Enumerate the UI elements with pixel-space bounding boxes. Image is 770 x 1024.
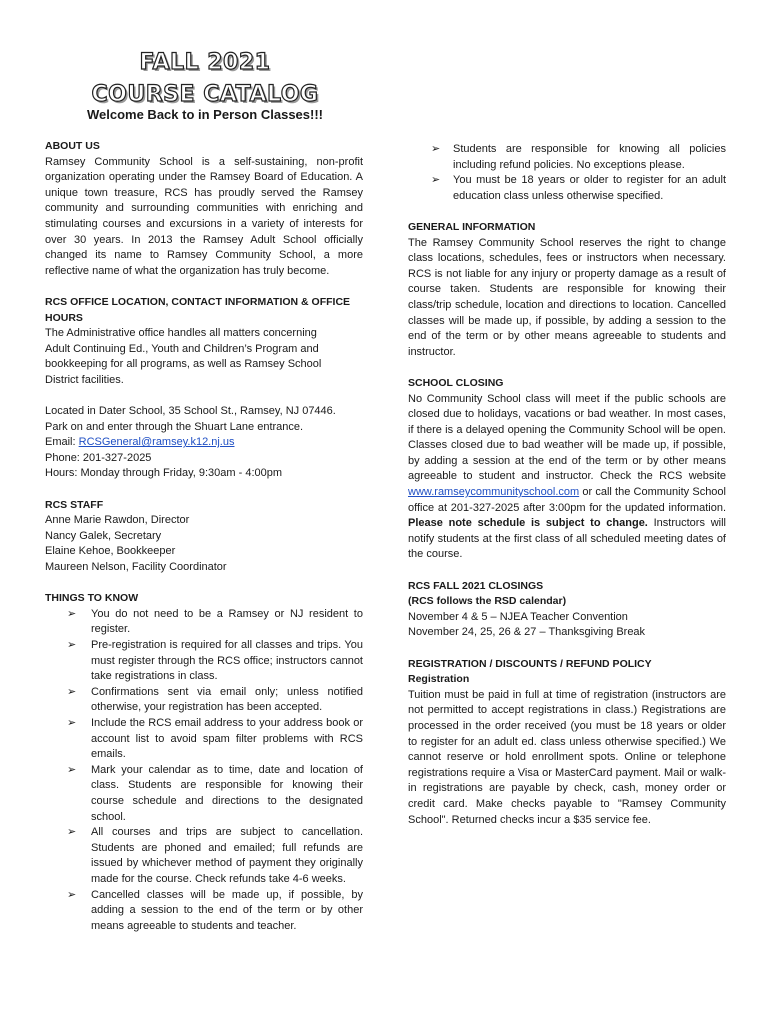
staff-member: Maureen Nelson, Facility Coordinator <box>45 561 227 574</box>
registration-text: Tuition must be paid in full at time of registration (instructors are not permitted to accept registrations in class.) Registrations are processed in the order received (you must be 18 years or older to register for an adult ed. class unless otherwise specified.) We cannot reserve or hold enrollment spots. Online or telephone registrations require a Visa or MasterCard payment. Mail or walk-in registrations are payable by check, cash, money order or credit card. Make checks payable to "Ramsey Community School". Returned checks incur a $35 service fee. <box>408 688 726 826</box>
office-heading: RCS OFFICE LOCATION, CONTACT INFORMATION & OFFICE HOURS <box>45 295 351 324</box>
general-info-text: The Ramsey Community School reserves the right to change class locations, schedules, fees or instructors when necessary. RCS is not liable for any injury or property damage as a result of course taken. Students are responsible for knowing their class/trip schedule, location and directions to location. Cancelled classes will be made up, if possible, by adding a session to the end of the term or by other means agreeable to students and instructor. <box>408 236 726 358</box>
office-line: Adult Continuing Ed., Youth and Children’s Program and <box>45 342 319 355</box>
closing-date: November 4 & 5 – NJEA Teacher Convention <box>408 610 628 623</box>
office-line: District facilities. <box>45 373 124 386</box>
list-item: ➢ You must be 18 years or older to register for an adult education class unless otherwise specified. <box>431 174 726 202</box>
office-line: bookkeeping for all programs, as well as Ramsey School <box>45 358 322 371</box>
about-us-text: Ramsey Community School is a self-sustaining, non-profit organization operating under the Ramsey Board of Education. A unique town treasure, RCS has proudly served the Ramsey community and surrounding communities with enriching and stimulating courses and excursions in a variety of interests for over 30 years. In 2013 the Ramsey Adult School officially changed its name to Ramsey Community School, a more reflective name of what the organization has truly become. <box>45 155 363 277</box>
location-line: Located in Dater School, 35 School St., Ramsey, NJ 07446. <box>45 405 336 418</box>
policy-bullets <box>408 142 726 204</box>
list-item: ➢ Students are responsible for knowing all policies including refund policies. No exceptions please. <box>431 143 726 171</box>
arrow-bullet-icon: ➢ <box>67 639 77 651</box>
list-item: ➢ All courses and trips are subject to cancellation. Students are phoned and emailed; full refunds are issued by whichever method of payment they originally made for the course. Check refunds take 4-6 weeks. <box>67 826 363 885</box>
schedule-notice: Please note schedule is subject to change. <box>408 517 648 530</box>
staff-heading: RCS STAFF <box>45 498 104 511</box>
registration-subheading: Registration <box>408 673 470 686</box>
hours-line: Hours: Monday through Friday, 9:30am - 4:00pm <box>45 467 283 480</box>
school-closing-text: No Community School class will meet if the public schools are closed due to holidays, vacations or bad weather. In most cases, if there is a delayed opening the Community School will be open. Classes closed due to bad weather will be made up, if possible, by adding a session at the end of the term or by other means agreeable to student and instructor. Check the RCS website www.ramseycommunityschool.com or call the Community School office at 201-327-2025 after 3:00pm for the updated information. Please note schedule is subject to change. Instructors will notify students at the first class of all scheduled meeting dates of the course. <box>408 392 726 561</box>
website-link[interactable]: www.ramseycommunityschool.com <box>408 486 580 499</box>
closing-date: November 24, 25, 26 & 27 – Thanksgiving Break <box>408 626 646 639</box>
list-item: ➢ Include the RCS email address to your address book or account list to avoid spam filter problems with RCS emails. <box>67 716 363 761</box>
list-item: ➢ Confirmations sent via email only; unless notified otherwise, your registration has been accepted. <box>67 685 363 714</box>
list-item: ➢ Pre-registration is required for all classes and trips. You must register through the RCS office; instructors cannot take registrations in class. <box>67 639 363 683</box>
arrow-bullet-icon: ➢ <box>67 888 77 901</box>
about-us-heading: ABOUT US <box>45 140 100 152</box>
email-line <box>45 435 363 451</box>
left-column <box>45 139 363 934</box>
entrance-line: Park on and enter through the Shuart Lane entrance. <box>45 420 304 433</box>
staff-member: Anne Marie Rawdon, Director <box>45 514 190 527</box>
arrow-bullet-icon: ➢ <box>67 607 77 620</box>
arrow-bullet-icon: ➢ <box>431 174 441 187</box>
general-info-section <box>408 220 726 360</box>
registration-section <box>408 657 726 829</box>
arrow-bullet-icon: ➢ <box>67 685 77 698</box>
list-item: ➢ Mark your calendar as to time, date and location of class. Students are responsible for knowing their course schedule and directions to the designated school. <box>67 763 363 823</box>
staff-member: Elaine Kehoe, Bookkeeper <box>45 545 176 558</box>
general-info-heading: GENERAL INFORMATION <box>408 220 536 233</box>
school-closing-section <box>408 376 726 563</box>
list-item: ➢ Cancelled classes will be made up, if possible, by adding a session to the end of the term or by other means agreeable to students and teacher. <box>67 888 363 932</box>
fall-closings-heading: RCS FALL 2021 CLOSINGS <box>408 579 544 592</box>
arrow-bullet-icon: ➢ <box>431 143 441 155</box>
about-us-section <box>45 139 363 279</box>
phone-line: Phone: 201-327-2025 <box>45 451 152 464</box>
office-line: The Administrative office handles all matters concerning <box>45 327 317 340</box>
things-to-know-section <box>45 591 363 934</box>
title-fall-2021: FALL 2021 <box>139 50 271 75</box>
registration-heading: REGISTRATION / DISCOUNTS / REFUND POLICY <box>408 657 652 670</box>
fall-closings-section <box>408 579 726 641</box>
title-course-catalog: COURSE CATALOG <box>91 82 319 107</box>
email-label: Email: <box>45 436 79 449</box>
staff-section <box>45 498 363 576</box>
arrow-bullet-icon: ➢ <box>67 763 77 776</box>
welcome-subtitle: Welcome Back to in Person Classes!!! <box>86 107 323 122</box>
arrow-bullet-icon: ➢ <box>67 716 77 729</box>
email-link[interactable]: RCSGeneral@ramsey.k12.nj.us <box>78 436 235 449</box>
list-item: ➢ You do not need to be a Ramsey or NJ resident to register. <box>67 607 363 636</box>
school-closing-heading: SCHOOL CLOSING <box>408 376 504 389</box>
title-block <box>0 47 410 111</box>
right-column <box>408 142 726 828</box>
office-section <box>45 295 363 482</box>
arrow-bullet-icon: ➢ <box>67 826 77 839</box>
staff-member: Nancy Galek, Secretary <box>45 529 162 542</box>
things-to-know-list <box>45 607 363 934</box>
fall-closings-subheading: (RCS follows the RSD calendar) <box>408 595 567 608</box>
things-to-know-heading: THINGS TO KNOW <box>45 592 139 605</box>
